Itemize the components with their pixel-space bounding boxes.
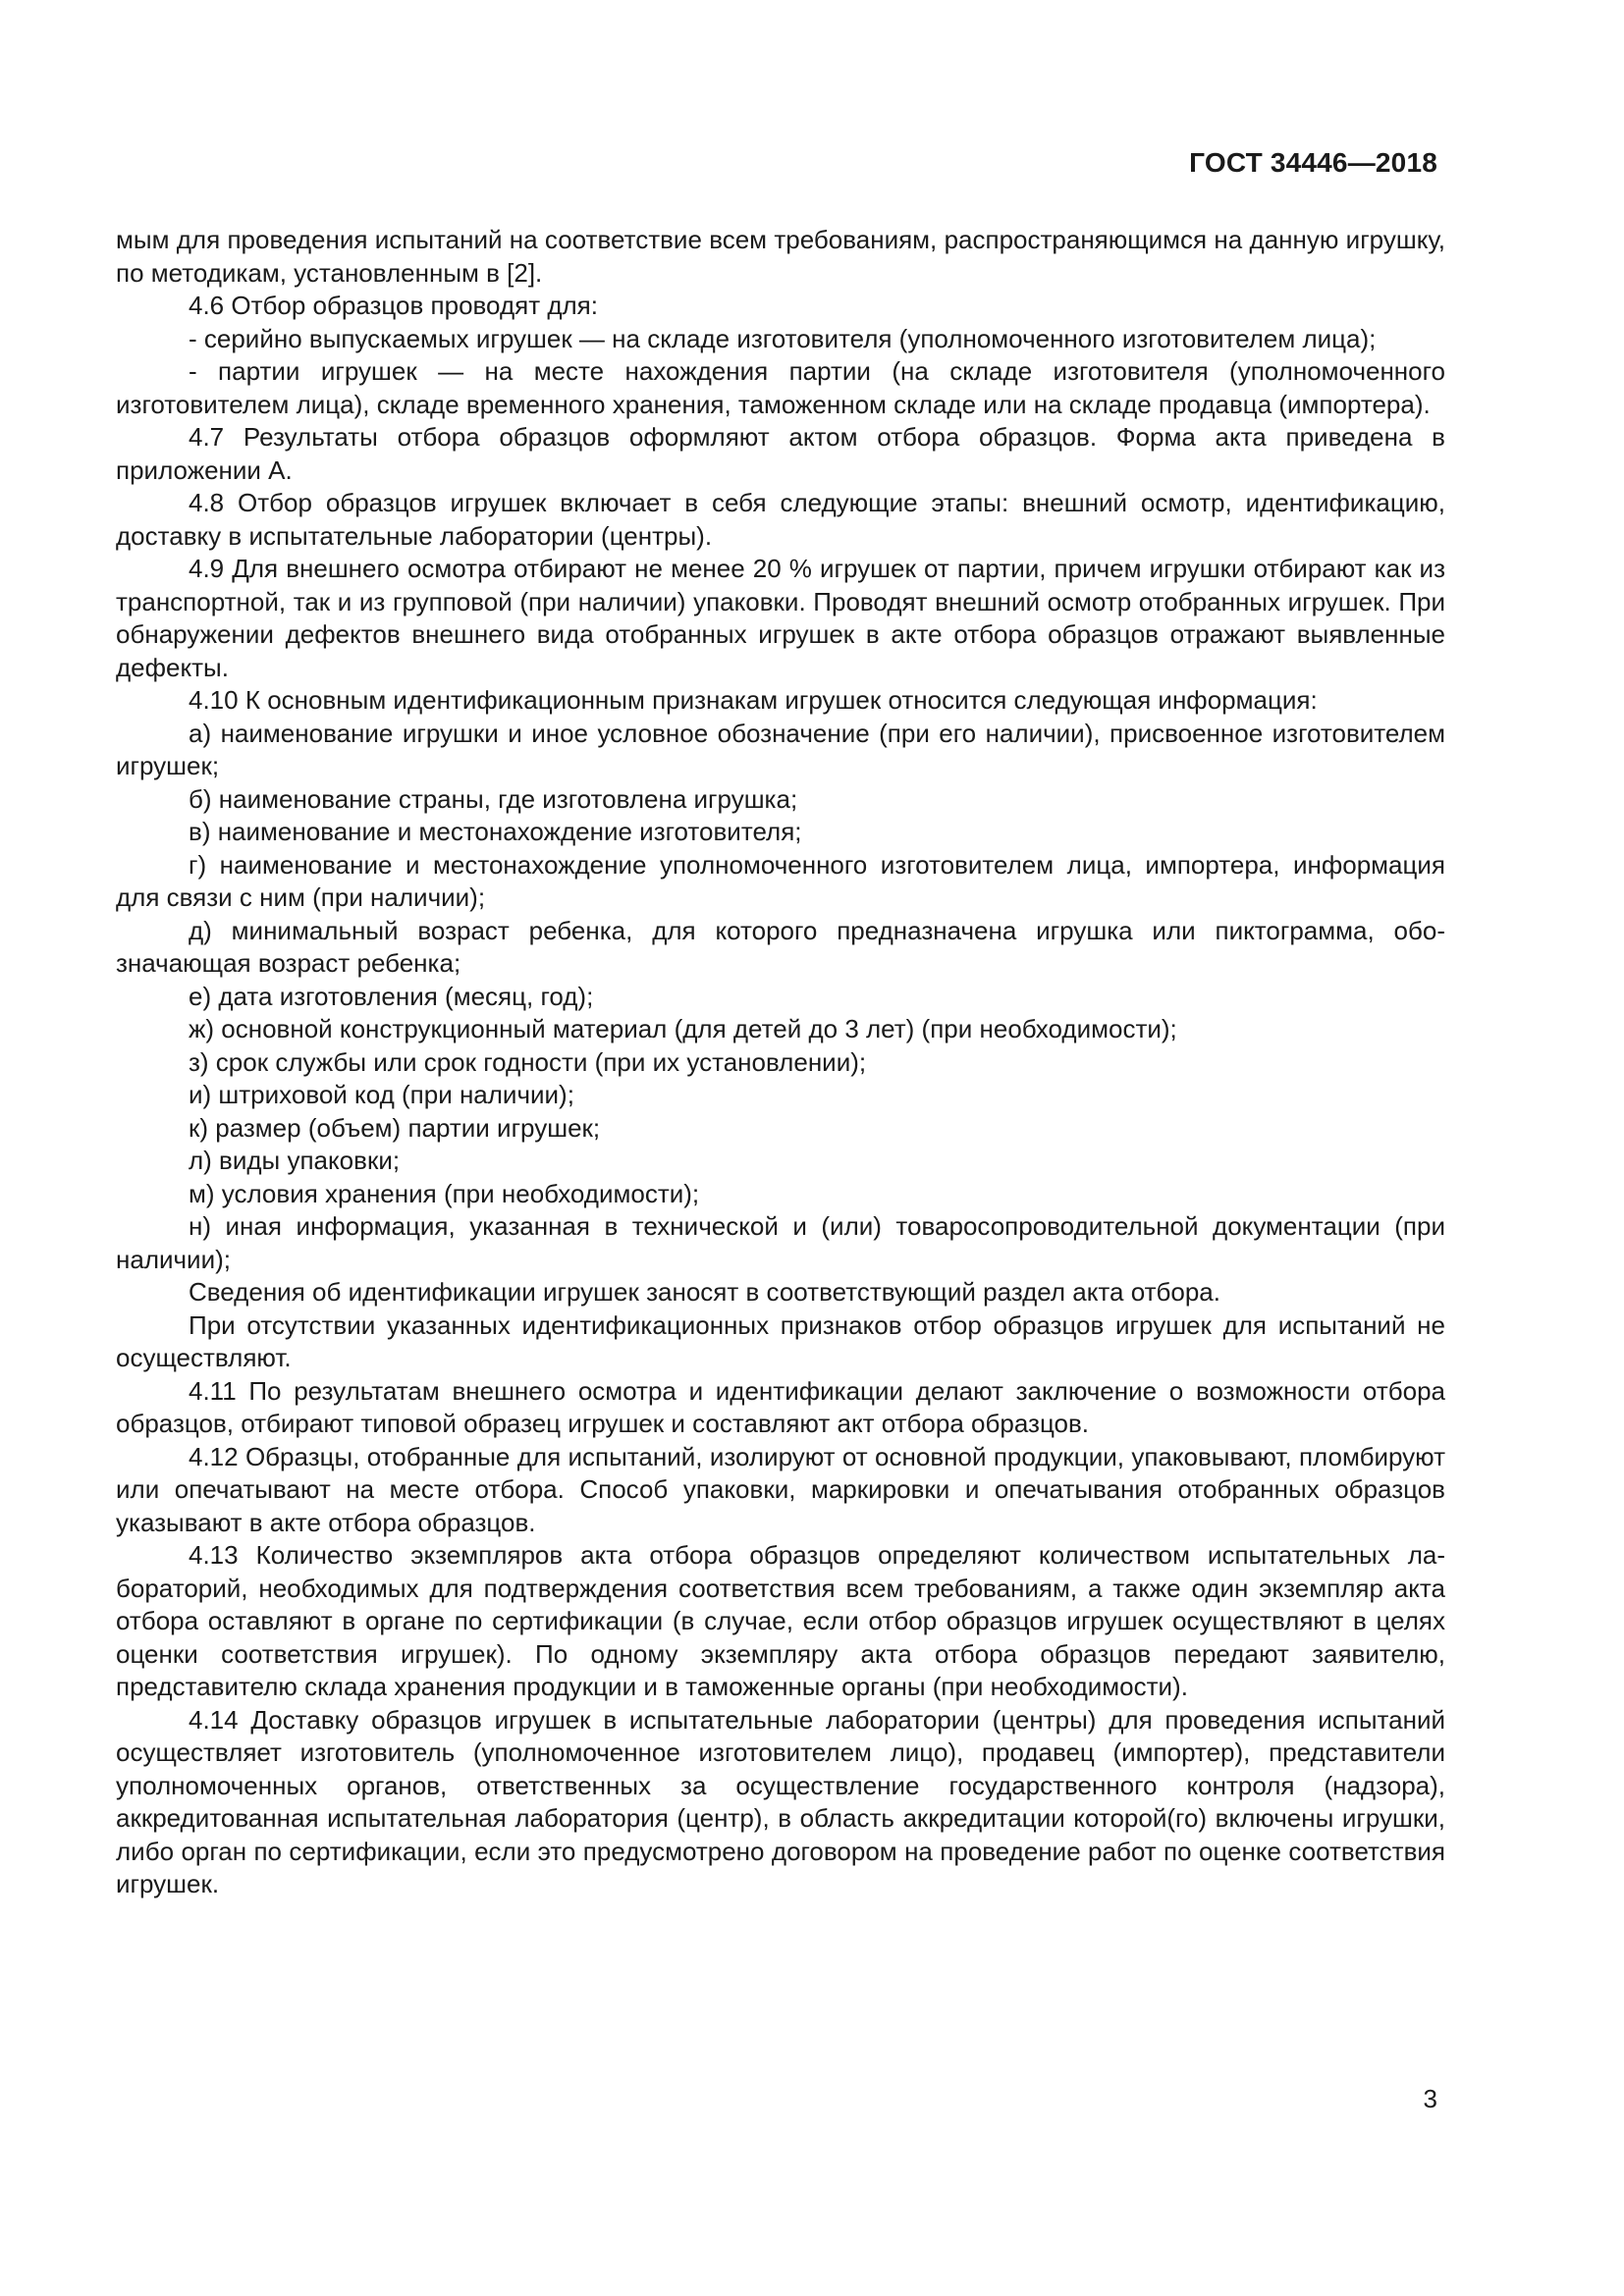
paragraph: д) минимальный возраст ребенка, для которого предназначена игрушка или пиктограмма, обозначающая возраст ребенка; — [116, 915, 1445, 978]
paragraph: к) размер (объем) партии игрушек; — [189, 1112, 601, 1143]
paragraph: м) условия хранения (при необходимости); — [189, 1178, 700, 1208]
paragraph: 4.12 Образцы, отобранные для испытаний, изолируют от основной продукции, упаковывают, пломбируют или опечатывают на месте отбора. Способ упаковки, маркировки и опечатывания отобранных образцов указывают в акте отбора образцов. — [116, 1441, 1445, 1537]
paragraph: и) штриховой код (при наличии); — [189, 1080, 574, 1109]
paragraph: л) виды упаковки; — [189, 1146, 401, 1175]
paragraph: ж) основной конструкционный материал (для детей до 3 лет) (при необходимости); — [189, 1014, 1177, 1043]
paragraph: При отсутствии указанных идентификационных признаков отбор образцов игрушек для испытаний не осуществляют. — [116, 1309, 1445, 1372]
paragraph: мым для проведения испытаний на соответствие всем требованиям, распространяющимся на данную игрушку, по методикам, установленным в [2]. — [116, 225, 1445, 288]
document-body — [116, 224, 1445, 1901]
paragraph: г) наименование и местонахождение уполномоченного изготовителем лица, импортера, информация для связи с ним (при наличии); — [116, 849, 1445, 912]
paragraph: 4.6 Отбор образцов проводят для: — [189, 291, 598, 320]
paragraph: е) дата изготовления (месяц, год); — [189, 981, 594, 1011]
paragraph: Сведения об идентификации игрушек заносят в соответствующий раздел акта отбора. — [189, 1277, 1220, 1307]
paragraph: 4.9 Для внешнего осмотра отбирают не менее 20 % игрушек от партии, причем игрушки отбирают как из транспортной, так и из групповой (при наличии) упаковки. Проводят внешний осмотр отобранных игрушек. При обнаружении дефектов внешнего вида отобранных игрушек в акте отбора образцов отражают выявленные дефекты. — [116, 554, 1445, 682]
paragraph: а) наименование игрушки и иное условное обозначение (при его наличии), присвоенное изготовителем игрушек; — [116, 718, 1445, 780]
paragraph: 4.8 Отбор образцов игрушек включает в себя следующие этапы: внешний осмотр, идентификацию, доставку в испытательные лаборатории (центры). — [116, 488, 1445, 551]
paragraph: з) срок службы или срок годности (при их установлении); — [189, 1046, 867, 1077]
paragraph: б) наименование страны, где изготовлена игрушка; — [189, 783, 798, 814]
page-number: 3 — [1423, 2084, 1437, 2113]
paragraph: 4.14 Доставку образцов игрушек в испытательные лаборатории (центры) для проведения испытаний осуществляет изготовитель (уполномоченное изготовителем лицо), продавец (импортер), представители уполномоченных органов, ответственных за осуществление государственного контроля (надзора), аккредитованная испытательная лаборатория (центр), в область аккредитации которой(го) включены игрушки, либо орган по сертификации, если это предусмотрено договором на проведение работ по оценке соответствия игрушек. — [116, 1704, 1445, 1898]
paragraph: - партии игрушек — на месте нахождения партии (на складе изготовителя (уполномоченного изготовителем лица), складе временного хранения, таможенном складе или на складе продавца (импортера). — [116, 356, 1445, 419]
document-header: ГОСТ 34446—2018 — [1189, 147, 1437, 178]
paragraph: 4.13 Количество экземпляров акта отбора образцов определяют количеством испытательных лабораторий, необходимых для подтверждения соответствия всем требованиям, а также один экземпляр акта отбора оставляют в органе по сертификации (в случае, если отбор образцов игрушек осуществляют в целях оценки соответствия игрушек). По одному экземпляру акта отбора образцов передают заявителю, представителю склада хранения продукции и в таможенные органы (при необходимости). — [116, 1540, 1445, 1701]
paragraph: 4.11 По результатам внешнего осмотра и идентификации делают заключение о возможности отбора образцов, отбирают типовой образец игрушек и составляют акт отбора образцов. — [116, 1375, 1445, 1438]
paragraph: в) наименование и местонахождение изготовителя; — [189, 817, 802, 846]
paragraph: - серийно выпускаемых игрушек — на складе изготовителя (уполномоченного изготовителем лица); — [189, 323, 1377, 353]
paragraph: 4.10 К основным идентификационным признакам игрушек относится следующая информация: — [189, 685, 1318, 715]
paragraph: н) иная информация, указанная в технической и (или) товаросопроводительной документации (при наличии); — [116, 1211, 1445, 1274]
paragraph: 4.7 Результаты отбора образцов оформляют актом отбора образцов. Форма акта приведена в приложении А. — [116, 422, 1445, 485]
